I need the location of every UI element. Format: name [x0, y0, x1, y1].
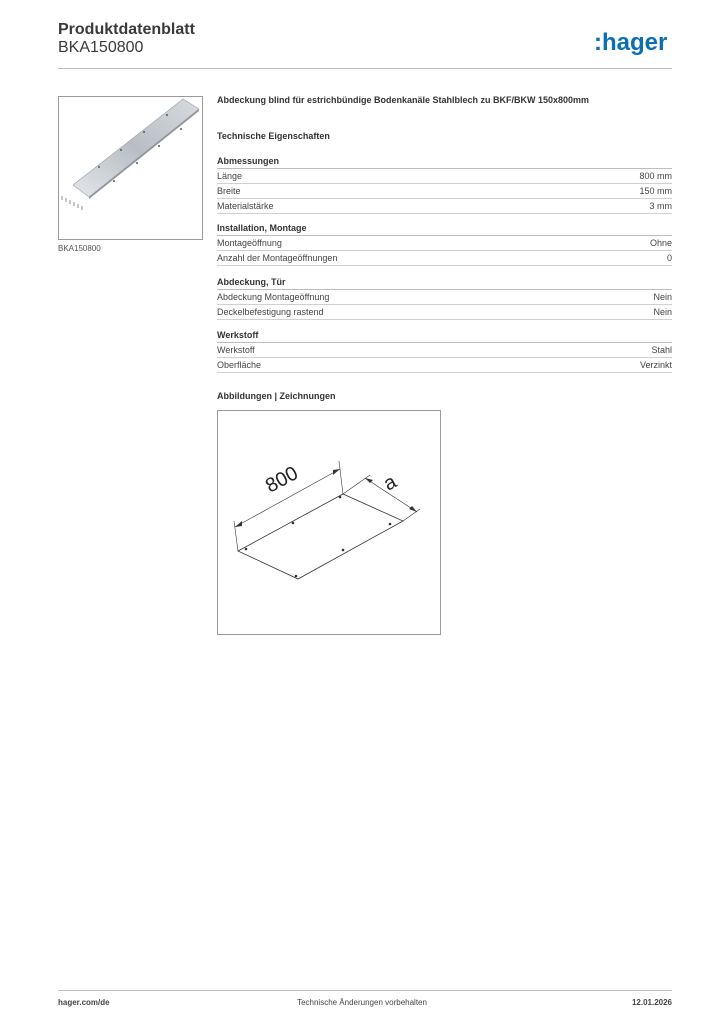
- property-row: Anzahl der Montageöffnungen 0: [217, 251, 672, 266]
- footer-date: 12.01.2026: [631, 998, 672, 1007]
- dimension-length-label: 800: [262, 462, 302, 498]
- property-row: Abdeckung Montageöffnung Nein: [217, 290, 672, 305]
- property-group-installation: [217, 222, 672, 266]
- property-group-dimensions: [217, 155, 672, 214]
- tech-properties-heading: Technische Eigenschaften: [217, 131, 330, 141]
- property-row: Deckelbefestigung rastend Nein: [217, 305, 672, 320]
- document-title: Produktdatenblatt: [58, 21, 195, 38]
- property-row: Breite 150 mm: [217, 184, 672, 199]
- brand-text: :hager: [594, 29, 668, 56]
- footer-website: hager.com/de: [58, 998, 110, 1007]
- footer-notice: Technische Änderungen vorbehalten: [297, 998, 427, 1007]
- hager-logo: [594, 28, 674, 58]
- footer-divider: [58, 990, 672, 991]
- dimension-width-label: a: [380, 470, 401, 496]
- group-title: Werkstoff: [217, 329, 672, 343]
- product-description: Abdeckung blind für estrichbündige Bodenkanäle Stahlblech zu BKF/BKW 150x800mm: [217, 95, 590, 105]
- property-row: Werkstoff Stahl: [217, 343, 672, 358]
- property-row: Oberfläche Verzinkt: [217, 358, 672, 373]
- property-row: Länge 800 mm: [217, 169, 672, 184]
- dimension-drawing: [217, 410, 441, 635]
- property-row: Montageöffnung Ohne: [217, 236, 672, 251]
- property-row: Materialstärke 3 mm: [217, 199, 672, 214]
- group-title: Installation, Montage: [217, 222, 672, 236]
- group-title: Abmessungen: [217, 155, 672, 169]
- product-code: BKA150800: [58, 39, 144, 56]
- drawings-heading: Abbildungen | Zeichnungen: [217, 391, 336, 401]
- property-group-cover: [217, 276, 672, 320]
- header-divider: [58, 68, 672, 69]
- property-group-material: [217, 329, 672, 373]
- group-title: Abdeckung, Tür: [217, 276, 672, 290]
- product-thumbnail: [58, 96, 203, 240]
- thumbnail-caption: BKA150800: [58, 244, 101, 253]
